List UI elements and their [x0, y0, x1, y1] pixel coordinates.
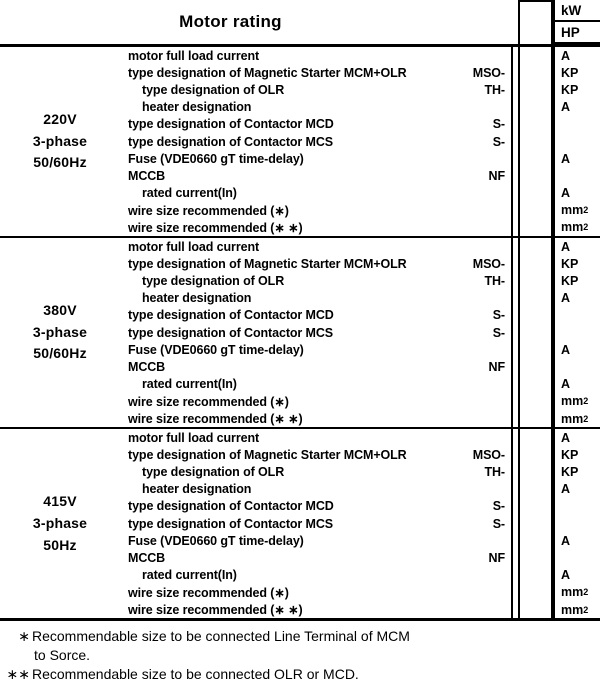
- voltage-voltage: 220V: [43, 111, 77, 127]
- row-description: heater designation: [142, 291, 252, 306]
- footnote-marker-double: ∗∗: [6, 665, 30, 682]
- table-row: [120, 133, 511, 150]
- row-unit: mm 2: [561, 585, 589, 600]
- row-description: type designation of OLR: [142, 465, 285, 480]
- table-row: [120, 584, 511, 601]
- row-unit: [555, 324, 600, 341]
- row-type-prefix: MSO-: [472, 256, 505, 271]
- block-rows: [120, 47, 600, 236]
- table-row: [120, 185, 511, 202]
- row-type-prefix: S-: [492, 325, 505, 340]
- row-description: wire size recommended (∗): [128, 203, 289, 218]
- row-type-prefix: TH-: [484, 465, 505, 480]
- page-title: Motor rating: [179, 12, 282, 31]
- row-type-prefix: S-: [492, 117, 505, 132]
- row-unit: KP: [561, 447, 579, 462]
- table-body: [0, 44, 600, 621]
- description-column: [120, 47, 513, 236]
- row-type-prefix: TH-: [484, 274, 505, 289]
- row-description: wire size recommended (∗ ∗): [128, 220, 303, 235]
- table-row: [120, 202, 511, 219]
- table-row: [120, 410, 511, 427]
- value-entry-column: [518, 238, 553, 427]
- table-row: [120, 341, 511, 358]
- value-entry-column: [518, 429, 553, 618]
- row-unit: A: [561, 430, 571, 445]
- row-unit: A: [561, 239, 571, 254]
- footnote-text-double: Recommendable size to be connected OLR or MCD.: [32, 665, 359, 682]
- row-type-prefix: S-: [492, 499, 505, 514]
- row-description: MCCB: [128, 359, 166, 374]
- row-unit: A: [561, 482, 571, 497]
- row-description: type designation of Contactor MCD: [128, 308, 334, 323]
- description-column: [120, 238, 513, 427]
- row-description: type designation of OLR: [142, 82, 285, 97]
- row-unit: [555, 307, 600, 324]
- row-unit: mm 2: [561, 411, 589, 426]
- row-unit: A: [561, 186, 571, 201]
- voltage-label-cell: [0, 238, 120, 427]
- row-description: motor full load current: [128, 239, 260, 254]
- row-description: heater designation: [142, 100, 252, 115]
- row-description: MCCB: [128, 551, 166, 566]
- row-description: Fuse (VDE0660 gT time-delay): [128, 533, 304, 548]
- row-unit: KP: [561, 82, 579, 97]
- voltage-frequency: 50/60Hz: [33, 154, 87, 171]
- row-description: rated current(In): [142, 186, 237, 201]
- table-row: [120, 255, 511, 272]
- table-row: [120, 376, 511, 393]
- row-unit: [555, 116, 600, 133]
- row-description: type designation of OLR: [142, 274, 285, 289]
- table-row: [120, 515, 511, 532]
- row-unit: [555, 167, 600, 184]
- row-description: type designation of Contactor MCS: [128, 325, 334, 340]
- row-description: rated current(In): [142, 377, 237, 392]
- table-row: [120, 498, 511, 515]
- table-row: [120, 481, 511, 498]
- row-type-prefix: S-: [492, 516, 505, 531]
- row-description: heater designation: [142, 482, 252, 497]
- table-row: [120, 324, 511, 341]
- row-type-prefix: NF: [488, 168, 505, 183]
- row-description: type designation of Contactor MCD: [128, 499, 334, 514]
- row-unit: [555, 498, 600, 515]
- block-rows: [120, 238, 600, 427]
- voltage-label-cell: [0, 47, 120, 236]
- voltage-frequency: 50Hz: [43, 536, 77, 553]
- row-unit: mm 2: [561, 203, 589, 218]
- voltage-block: [0, 238, 600, 429]
- row-description: type designation of Contactor MCD: [128, 117, 334, 132]
- table-row: [120, 150, 511, 167]
- unit-column: [553, 47, 600, 236]
- row-unit: A: [561, 533, 571, 548]
- row-unit: [555, 515, 600, 532]
- table-row: [120, 99, 511, 116]
- table-row: [120, 464, 511, 481]
- table-row: [120, 393, 511, 410]
- row-unit: A: [561, 377, 571, 392]
- row-unit: KP: [561, 465, 579, 480]
- row-unit: mm 2: [561, 394, 589, 409]
- table-row: [120, 272, 511, 289]
- voltage-frequency: 50/60Hz: [33, 345, 87, 362]
- row-description: Fuse (VDE0660 gT time-delay): [128, 151, 304, 166]
- table-header-row: [0, 0, 600, 44]
- table-row: [120, 47, 511, 64]
- header-unit-column: [553, 0, 600, 44]
- row-unit: mm 2: [561, 602, 589, 617]
- row-description: type designation of Contactor MCS: [128, 516, 334, 531]
- row-description: type designation of Contactor MCS: [128, 134, 334, 149]
- footnote-single-continuation: to Sorce.: [34, 647, 91, 664]
- row-description: motor full load current: [128, 430, 260, 445]
- table-row: [120, 358, 511, 375]
- voltage-voltage: 380V: [43, 302, 77, 319]
- row-description: wire size recommended (∗): [128, 585, 289, 600]
- table-row: [120, 290, 511, 307]
- footnote-marker-single: ∗: [18, 628, 30, 645]
- row-unit: A: [561, 291, 571, 306]
- row-unit: A: [561, 568, 571, 583]
- row-type-prefix: S-: [492, 134, 505, 149]
- row-unit: A: [561, 342, 571, 357]
- table-row: [120, 601, 511, 618]
- voltage-phase: 3-phase: [32, 132, 88, 149]
- row-unit: KP: [561, 274, 579, 289]
- header-unit-hp: HP: [553, 22, 600, 44]
- table-row: [120, 238, 511, 255]
- description-column: [120, 429, 513, 618]
- row-description: wire size recommended (∗ ∗): [128, 603, 303, 618]
- row-type-prefix: NF: [488, 359, 505, 374]
- table-row: [120, 307, 511, 324]
- table-row: [120, 532, 511, 549]
- table-row: [120, 116, 511, 133]
- row-unit: mm 2: [561, 220, 589, 235]
- table-row: [120, 567, 511, 584]
- table-row: [120, 219, 511, 236]
- row-description: motor full load current: [128, 48, 260, 63]
- row-unit: A: [561, 100, 571, 115]
- row-unit: [555, 133, 600, 150]
- row-unit: A: [561, 48, 571, 63]
- row-description: type designation of Magnetic Starter MCM+OLR: [128, 447, 407, 462]
- row-unit: KP: [561, 65, 579, 80]
- voltage-block: [0, 47, 600, 238]
- voltage-voltage: 415V: [43, 493, 77, 510]
- row-description: type designation of Magnetic Starter MCM+OLR: [128, 256, 407, 271]
- row-type-prefix: TH-: [484, 82, 505, 97]
- table-row: [120, 429, 511, 446]
- row-unit: KP: [561, 256, 579, 271]
- row-unit: [555, 358, 600, 375]
- table-row: [120, 167, 511, 184]
- voltage-label-cell: [0, 429, 120, 618]
- row-type-prefix: MSO-: [472, 65, 505, 80]
- voltage-phase: 3-phase: [32, 514, 88, 531]
- table-row: [120, 549, 511, 566]
- footnotes: [0, 621, 600, 684]
- footnote-double-asterisk: [6, 665, 600, 684]
- row-unit: [555, 549, 600, 566]
- row-type-prefix: MSO-: [472, 447, 505, 462]
- block-rows: [120, 429, 600, 618]
- header-spacer-column: [518, 0, 553, 44]
- row-description: wire size recommended (∗ ∗): [128, 412, 303, 427]
- row-description: type designation of Magnetic Starter MCM+OLR: [128, 65, 407, 80]
- value-entry-column: [518, 47, 553, 236]
- row-type-prefix: S-: [492, 308, 505, 323]
- table-row: [120, 446, 511, 463]
- row-description: rated current(In): [142, 568, 237, 583]
- unit-column: [553, 238, 600, 427]
- footnote-single-asterisk: [6, 627, 600, 646]
- table-row: [120, 64, 511, 81]
- row-description: MCCB: [128, 168, 166, 183]
- voltage-block: [0, 429, 600, 621]
- voltage-phase: 3-phase: [32, 323, 88, 340]
- table-row: [120, 81, 511, 98]
- row-description: wire size recommended (∗): [128, 394, 289, 409]
- row-description: Fuse (VDE0660 gT time-delay): [128, 342, 304, 357]
- row-unit: A: [561, 151, 571, 166]
- footnote-text-single: Recommendable size to be connected Line Terminal of MCM: [32, 628, 410, 645]
- header-unit-kw: kW: [553, 0, 600, 22]
- row-type-prefix: NF: [488, 551, 505, 566]
- unit-column: [553, 429, 600, 618]
